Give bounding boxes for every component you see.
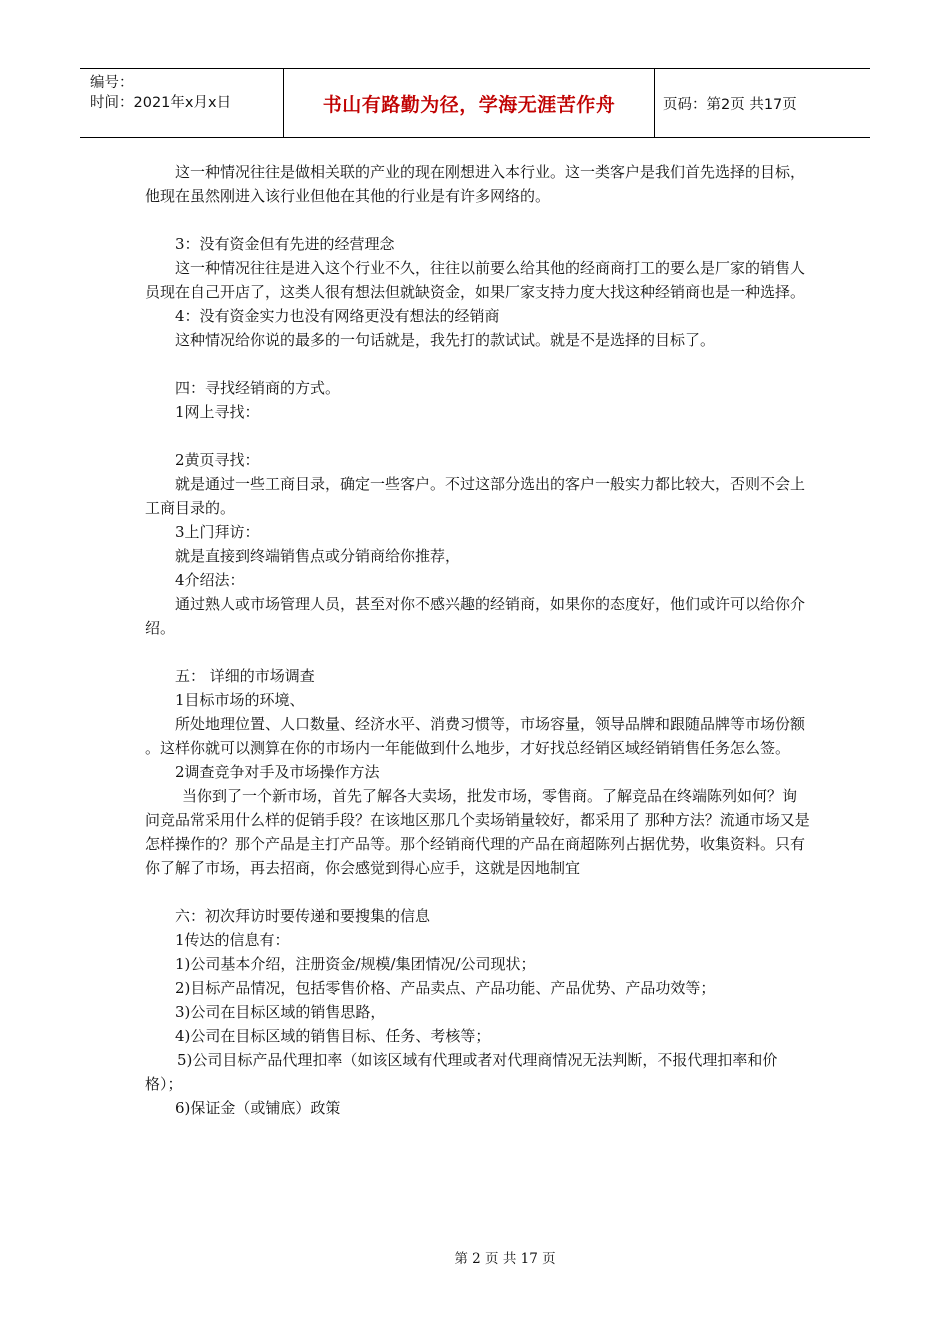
section-heading: 四：寻找经销商的方式。 xyxy=(175,379,341,397)
sub-heading: 2调查竞争对手及市场操作方法 xyxy=(175,763,380,781)
section-heading: 六：初次拜访时要传递和要搜集的信息 xyxy=(175,907,431,925)
header-motto: 书山有路勤为径，学海无涯苦作舟 xyxy=(283,69,655,137)
paragraph: 通过熟人或市场管理人员，甚至对你不感兴趣的经销商，如果你的态度好，他们或许可以给你介绍。 xyxy=(145,595,806,637)
list-item: 6)保证金（或铺底）政策 xyxy=(175,1099,341,1117)
header-page-info: 页码：第2页 共17页 xyxy=(663,96,797,113)
list-item: 5)公司目标产品代理扣率（如该区域有代理或者对代理商情况无法判断，不报代理扣率和价格）； xyxy=(145,1051,778,1093)
list-item: 3)公司在目标区域的销售思路， xyxy=(175,1003,386,1021)
header-meta xyxy=(80,69,283,137)
sub-heading: 1目标市场的环境、 xyxy=(175,691,305,709)
document-body xyxy=(145,160,810,1120)
paragraph: 就是直接到终端销售点或分销商给你推荐， xyxy=(175,547,461,565)
sub-heading: 2黄页寻找： xyxy=(175,451,260,469)
code-label: 编号： xyxy=(90,75,134,91)
paragraph: 就是通过一些工商目录，确定一些客户。不过这部分选出的客户一般实力都比较大，否则不会上工商目录的。 xyxy=(145,475,806,517)
list-item: 1)公司基本介绍，注册资金/规模/集团情况/公司现状； xyxy=(175,955,536,973)
page-footer: 第 2 页 共 17 页 xyxy=(454,1251,556,1267)
section-heading: 五： 详细的市场调查 xyxy=(175,667,315,685)
sub-heading: 1网上寻找： xyxy=(175,403,260,421)
blank-line xyxy=(145,352,810,376)
blank-line xyxy=(145,640,810,664)
blank-line xyxy=(145,424,810,448)
blank-line xyxy=(145,880,810,904)
blank-line xyxy=(145,208,810,232)
paragraph: 当你到了一个新市场，首先了解各大卖场，批发市场，零售商。了解竞品在终端陈列如何？询问竞品常采用什么样的促销手段？在该地区那几个卖场销量较好，都采用了 那种方法？流通市场又是怎样操作的？那个产品是主打产品等。那个经销商代理的产品在商超陈列占据优势，收集资料。只有你了解了市场，再去招商，你会感觉到得心应手，这就是因地制宜 xyxy=(145,787,810,877)
paragraph: 这种情况给你说的最多的一句话就是，我先打的款试试。就是不是选择的目标了。 xyxy=(175,331,716,349)
section-heading: 4：没有资金实力也没有网络更没有想法的经销商 xyxy=(175,307,500,325)
date-label: 时间：2021年x月x日 xyxy=(90,95,232,111)
paragraph: 这一种情况往往是进入这个行业不久，往往以前要么给其他的经商商打工的要么是厂家的销售人员现在自己开店了，这类人很有想法但就缺资金，如果厂家支持力度大找这种经销商也是一种选择。 xyxy=(145,259,806,301)
list-item: 4)公司在目标区域的销售目标、任务、考核等； xyxy=(175,1027,491,1045)
page-header xyxy=(80,68,870,138)
list-item: 2)目标产品情况，包括零售价格、产品卖点、产品功能、产品优势、产品功效等； xyxy=(175,979,716,997)
paragraph: 所处地理位置、人口数量、经济水平、消费习惯等，市场容量，领导品牌和跟随品牌等市场份额 。这样你就可以测算在你的市场内一年能做到什么地步，才好找总经销区域经销销售任务怎么签。 xyxy=(145,715,806,757)
section-heading: 3：没有资金但有先进的经营理念 xyxy=(175,235,395,253)
sub-heading: 3上门拜访： xyxy=(175,523,260,541)
paragraph: 这一种情况往往是做相关联的产业的现在刚想进入本行业。这一类客户是我们首先选择的目标，他现在虽然刚进入该行业但他在其他的行业是有许多网络的。 xyxy=(145,163,806,205)
sub-heading: 4介绍法： xyxy=(175,571,245,589)
sub-heading: 1传达的信息有： xyxy=(175,931,290,949)
